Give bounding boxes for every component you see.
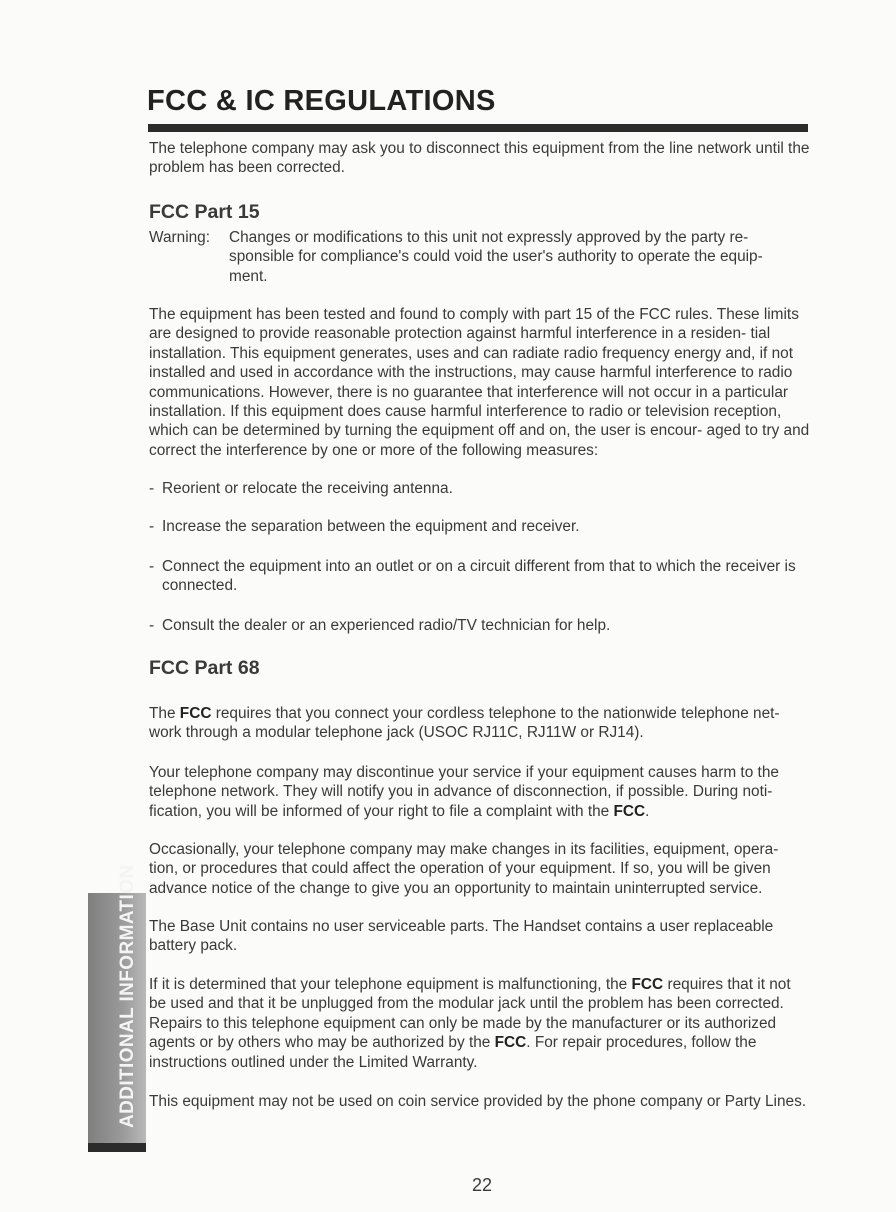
part15-heading: FCC Part 15: [149, 201, 260, 223]
measure-item: [149, 517, 811, 536]
text-run: .: [645, 802, 650, 820]
measure-text: Connect the equipment into an outlet or on a circuit different from that to which the receiver is connected.: [162, 558, 796, 595]
text-run: requires that it not be used and that it be unplugged from the modular jack until the problem has been corrected. Repairs to this telephone equipment can only be made by the manufacturer or its authorized agents or by others who may be authorized by the: [149, 976, 791, 1052]
fcc-bold: FCC: [179, 705, 212, 722]
text-run: If it is determined that your telephone equipment is malfunctioning, the: [149, 976, 632, 993]
part68-heading: FCC Part 68: [149, 657, 260, 679]
bullet-dash: -: [149, 518, 155, 535]
fcc-bold: FCC: [631, 976, 664, 993]
part68-paragraph-1: [149, 704, 811, 743]
part68-paragraph-5: [149, 975, 811, 1072]
fcc-bold: FCC: [613, 802, 646, 820]
text-run: . For repair procedures, follow the instructions outlined under the Limited Warranty.: [149, 1034, 757, 1071]
measure-item: [149, 557, 811, 596]
part68-paragraph-6: This equipment may not be used on coin service provided by the phone company or Party Lines.: [149, 1093, 807, 1110]
bullet-dash: -: [149, 558, 155, 575]
page-title: FCC & IC REGULATIONS: [147, 85, 496, 117]
part68-paragraph-4: The Base Unit contains no user serviceable parts. The Handset contains a user replaceable battery pack.: [149, 918, 774, 955]
measure-text: Consult the dealer or an experienced radio/TV technician for help.: [162, 617, 611, 634]
fcc-bold: FCC: [494, 1034, 527, 1052]
bullet-dash: -: [149, 617, 155, 634]
measure-item: [149, 479, 811, 498]
page-number: 22: [472, 1175, 493, 1195]
measure-text: Reorient or relocate the receiving antenna.: [162, 480, 453, 497]
part68-paragraph-3: Occasionally, your telephone company may make changes in its facilities, equipment, opera- tion, or procedures that could affect the operation of your equipment. If so, you will be given advance notice of the change to give you an opportunity to maintain uninterrupted service.: [149, 841, 779, 897]
intro-paragraph: The telephone company may ask you to disconnect this equipment from the line network until the problem has been corrected.: [149, 140, 810, 177]
title-rule: [148, 124, 808, 132]
warning-label: Warning:: [149, 229, 211, 246]
measure-text: Increase the separation between the equipment and receiver.: [162, 518, 580, 535]
measure-item: [149, 616, 811, 635]
part68-paragraph-2: [149, 763, 811, 821]
text-run: requires that you connect your cordless telephone to the nationwide telephone net- work through a modular telephone jack (USOC RJ11C, RJ11W or RJ14).: [149, 705, 780, 742]
bullet-dash: -: [149, 480, 155, 497]
warning-text: Changes or modifications to this unit not expressly approved by the party re- sponsible for compliance's could void the user's authority to operate the equip- ment.: [229, 229, 763, 285]
text-run: The: [149, 705, 180, 722]
text-run: Your telephone company may discontinue your service if your equipment causes harm to the telephone network. They will notify you in advance of disconnection, if possible. During noti- fication, you will be informed of your right to file a complaint with the: [149, 764, 779, 820]
section-tab-bar: [88, 1143, 146, 1152]
section-tab-label: ADDITIONAL INFORMATION: [117, 864, 138, 1128]
part15-body: The equipment has been tested and found to comply with part 15 of the FCC rules. These limits are designed to provide reasonable protection against harmful interference in a residen- tial installation. This equipment generates, uses and can radiate radio frequency energy and, if not installed and used in accordance with the instructions, may cause harmful interference to radio communications. However, there is no guarantee that interference will not occur in a particular installation. If this equipment does cause harmful interference to radio or television reception, which can be determined by turning the equipment off and on, the user is encour- aged to try and correct the interference by one or more of the following measures:: [149, 306, 810, 459]
